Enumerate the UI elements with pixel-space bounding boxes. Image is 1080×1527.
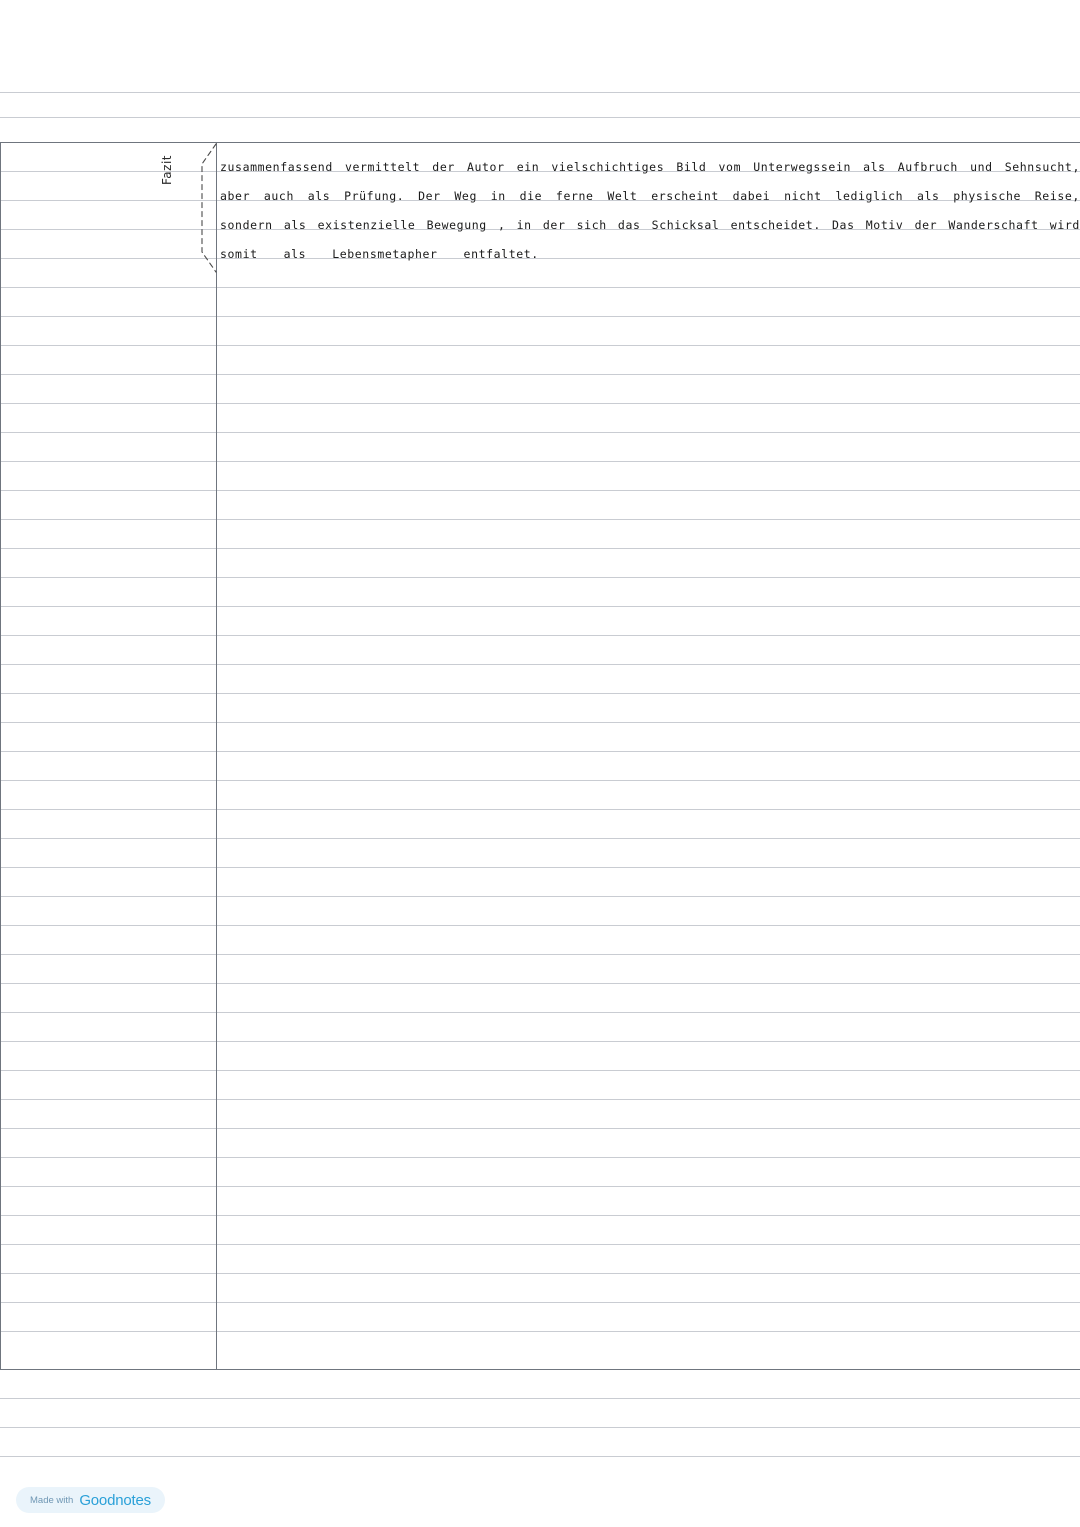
handwritten-word: Bewegung [426, 218, 487, 232]
rule-line [0, 117, 1080, 118]
fazit-label: Fazit [160, 155, 174, 185]
handwritten-word: vermittelt [344, 160, 421, 174]
vertical-rule-left [0, 142, 1, 1369]
rule-line [0, 1244, 1080, 1245]
badge-brand-label: Goodnotes [79, 1491, 151, 1509]
rule-line [0, 780, 1080, 781]
goodnotes-badge [16, 1487, 165, 1513]
handwritten-line [220, 244, 1080, 273]
rule-line [0, 519, 1080, 520]
handwritten-word: Welt [607, 189, 638, 203]
rule-line [0, 693, 1080, 694]
rule-line [0, 1398, 1080, 1399]
handwritten-word: sondern [220, 218, 273, 232]
rule-line [0, 316, 1080, 317]
handwritten-word: Das [832, 218, 855, 232]
rule-line [0, 1302, 1080, 1303]
handwritten-word: vom [718, 160, 742, 174]
handwritten-word: Weg [454, 189, 477, 203]
handwritten-word: , [497, 218, 506, 232]
handwritten-word: entscheidet. [730, 218, 821, 232]
rule-line [0, 1041, 1080, 1042]
rule-line [0, 954, 1080, 955]
handwritten-word: Schicksal [651, 218, 720, 232]
handwritten-word: zusammenfassend [220, 160, 333, 174]
fazit-bracket-icon [196, 142, 220, 274]
rule-line [0, 1215, 1080, 1216]
rule-line [0, 722, 1080, 723]
handwritten-word: Wanderschaft [948, 218, 1039, 232]
handwritten-word: wird [1049, 218, 1080, 232]
handwritten-word: und [970, 160, 993, 174]
handwritten-word: Bild [676, 160, 707, 174]
rule-line [0, 1331, 1080, 1332]
badge-made-with-label: Made with [30, 1494, 74, 1506]
handwritten-line [220, 186, 1080, 215]
handwritten-word: der [432, 160, 455, 174]
handwritten-line [220, 215, 1080, 244]
handwritten-word: in [516, 218, 532, 232]
rule-line [0, 1012, 1080, 1013]
rule-line [0, 1070, 1080, 1071]
rule-line [0, 606, 1080, 607]
handwritten-word: das [617, 218, 641, 232]
handwritten-word: entfaltet. [463, 247, 539, 261]
rule-line [0, 577, 1080, 578]
handwritten-word: die [519, 189, 543, 203]
rule-line [0, 896, 1080, 897]
handwritten-word: als [283, 247, 307, 261]
handwritten-word: auch [263, 189, 294, 203]
rule-line [0, 461, 1080, 462]
rule-line [0, 92, 1080, 93]
handwritten-word: Autor [466, 160, 505, 174]
rule-line [0, 925, 1080, 926]
handwritten-word: Lebensmetapher [332, 247, 438, 261]
handwritten-word: Unterwegssein [753, 160, 851, 174]
handwritten-word: erscheint [651, 189, 719, 203]
rule-line [0, 1186, 1080, 1187]
rule-line [0, 751, 1080, 752]
handwritten-word: Sehnsucht, [1004, 160, 1080, 174]
rule-line [0, 403, 1080, 404]
handwritten-word: physische [953, 189, 1021, 203]
rule-line [0, 1273, 1080, 1274]
rule-line [0, 664, 1080, 665]
rule-line [0, 548, 1080, 549]
handwritten-line [220, 157, 1080, 186]
rule-line [0, 867, 1080, 868]
handwritten-word: somit [220, 247, 258, 261]
rule-line [0, 1427, 1080, 1428]
rule-line [0, 1128, 1080, 1129]
rule-line [0, 1099, 1080, 1100]
handwritten-word: als [916, 189, 940, 203]
handwritten-word: Aufbruch [897, 160, 958, 174]
handwritten-word: dabei [732, 189, 771, 203]
handwritten-word: ferne [555, 189, 594, 203]
handwritten-word: vielschichtiges [551, 160, 665, 174]
handwritten-word: der [914, 218, 938, 232]
rule-line [0, 983, 1080, 984]
rule-line [0, 1456, 1080, 1457]
handwritten-word: existenzielle [317, 218, 416, 232]
rule-line [0, 374, 1080, 375]
handwritten-paragraph [220, 157, 1080, 273]
handwritten-word: lediglich [835, 189, 904, 203]
rule-line [0, 838, 1080, 839]
rule-line [0, 432, 1080, 433]
handwritten-word: als [863, 160, 886, 174]
handwritten-word: in [490, 189, 506, 203]
handwritten-word: der [542, 218, 566, 232]
rule-line [0, 142, 1080, 143]
handwritten-word: ein [516, 160, 540, 174]
rule-line [0, 345, 1080, 346]
rule-line [0, 635, 1080, 636]
vertical-rule-margin [216, 142, 217, 1369]
rule-line [0, 287, 1080, 288]
rule-line [0, 490, 1080, 491]
rule-line [0, 809, 1080, 810]
handwritten-word: Der [418, 189, 441, 203]
rule-line [0, 1157, 1080, 1158]
handwritten-word: aber [220, 189, 251, 203]
handwritten-word: als [307, 189, 331, 203]
handwritten-word: Prüfung. [344, 189, 405, 203]
handwritten-word: als [283, 218, 307, 232]
handwritten-word: nicht [784, 189, 822, 203]
handwritten-word: Reise, [1034, 189, 1080, 203]
handwritten-word: sich [576, 218, 607, 232]
handwritten-word: Motiv [865, 218, 904, 232]
rule-line [0, 1369, 1080, 1370]
